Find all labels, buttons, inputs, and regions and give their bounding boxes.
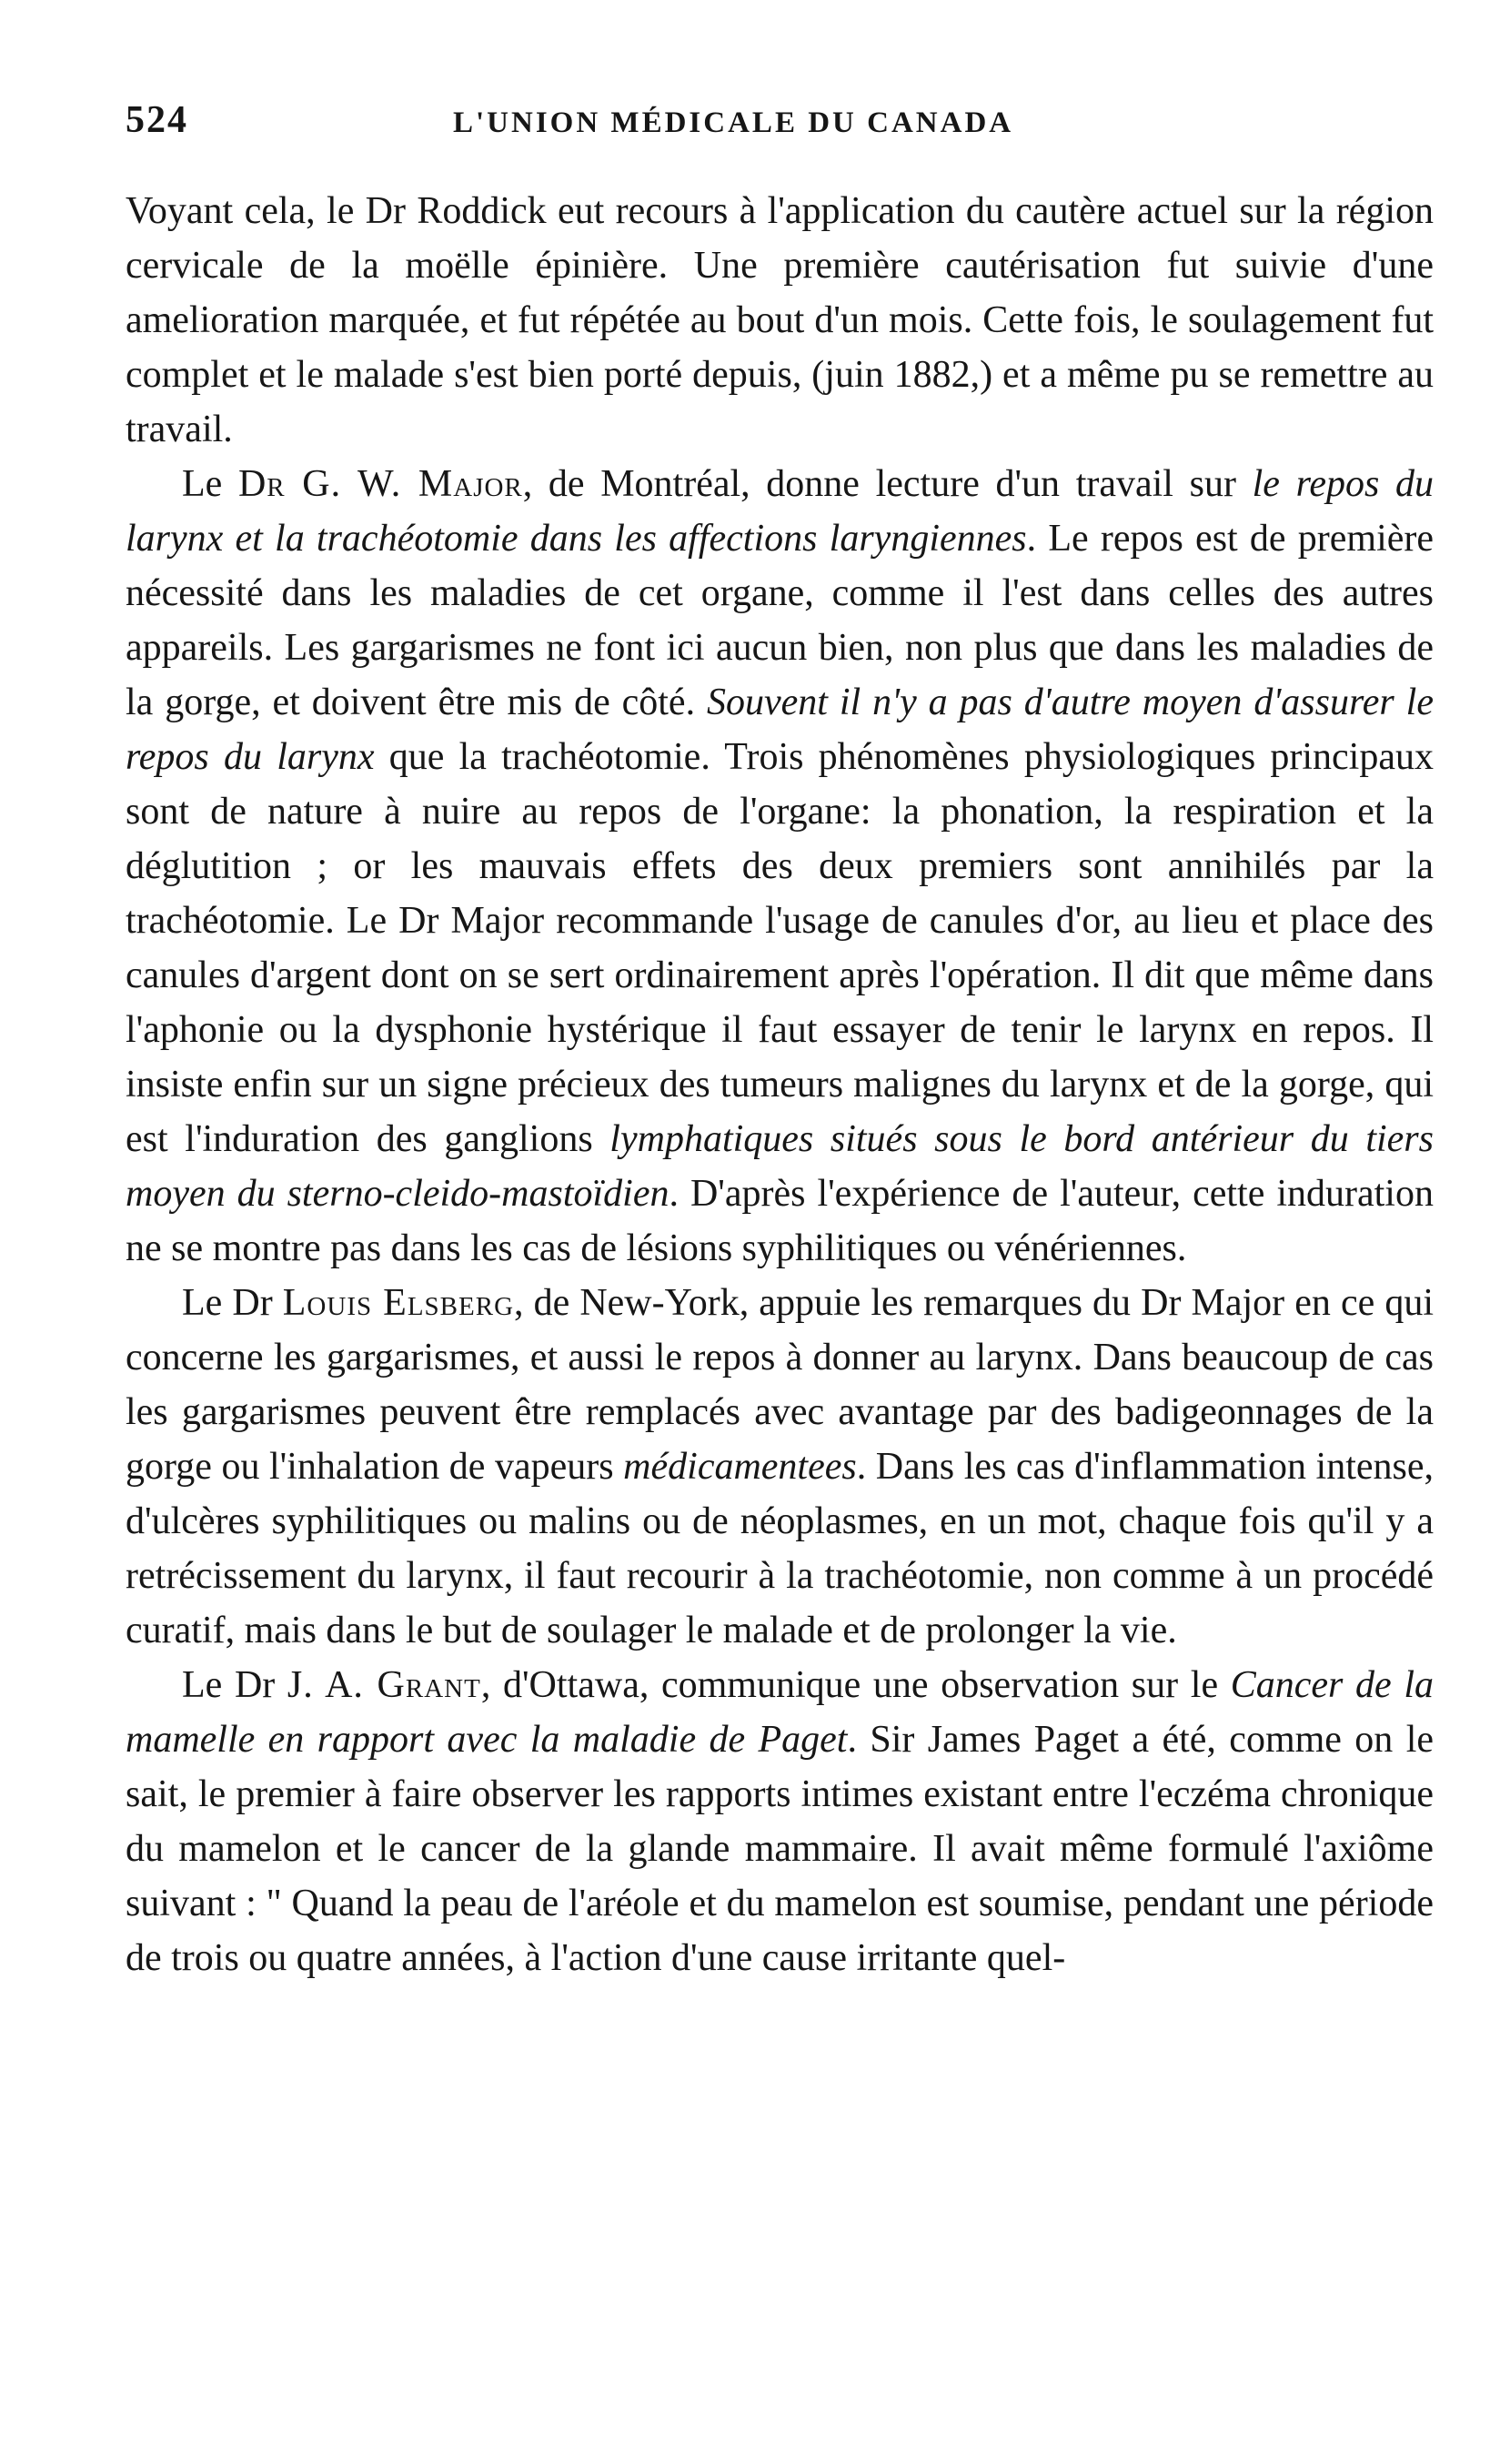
text-run: Le Dr (182, 1282, 283, 1324)
paragraph-roddick (126, 184, 1434, 457)
text-run: , d'Ottawa, communique une observation sur le (480, 1664, 1231, 1706)
article-body (126, 184, 1434, 1985)
text-run: . Le repos est de première nécessité dans les maladies de cet organe, comme il l'est dans celles des autres appareils. Les gargarismes ne font ici aucun bien, non plus que dans les maladies de la gorge, et doivent être mis de côté. (126, 518, 1435, 723)
text-run: Le Dr (182, 1664, 287, 1706)
text-run: Le (182, 463, 238, 505)
paragraph-text: Voyant cela, le Dr Roddick eut recours à l'application du cautère actuel sur la région cervicale de la moëlle épinière. Une première cautérisation fut suivie d'une amelioration marquée, et fut répétée au bout d'un mois. Cette fois, le soulagement fut complet et le malade s'est bien porté depuis, (juin 1882,) et a même pu se remettre au travail. (126, 190, 1434, 450)
page-number: 524 (126, 99, 188, 141)
text-run: . Sir James Paget a été, comme on le sait, le premier à faire observer les rapports intimes existant entre l'eczéma chronique du mamelon et le cancer de la glande mammaire. Il avait même formulé l'axiôme suivant : " Quand la peau de l'aréole et du mamelon est soumise, pendant une période de trois ou quatre années, à l'action d'une cause irritante quel- (126, 1719, 1435, 1979)
text-run: . Dans les cas d'inflammation intense, d'ulcères syphilitiques ou malins ou de néoplasmes, en un mot, chaque fois qu'il y a retrécissement du larynx, il faut recourir à la trachéotomie, non comme à un procédé curatif, mais dans le but de soulager le malade et de prolonger la vie. (126, 1446, 1434, 1651)
paragraph-elsberg (126, 1276, 1434, 1658)
work-title: le repos du larynx et la trachéotomie dans les affections laryngiennes (126, 463, 1434, 560)
text-run: que la trachéotomie. Trois phénomènes physiologiques principaux sont de nature à nuire au repos de l'organe: la phonation, la respiration et la déglutition ; or les mauvais effets des deux premiers sont annihilés par la trachéotomie. Le Dr Major recommande l'usage de canules d'or, au lieu et place des canules d'argent dont on se sert ordinairement après l'opération. Il dit que même dans l'aphonie ou la dysphonie hystérique il faut essayer de tenir le larynx en repos. Il insiste enfin sur un signe précieux des tumeurs malignes du larynx et de la gorge, qui est l'induration des ganglions (126, 736, 1434, 1160)
text-run: , de Montréal, donne lecture d'un travail sur (522, 463, 1253, 505)
paragraph-major (126, 457, 1434, 1276)
work-title: Cancer de la mamelle en rapport avec la maladie de Paget (126, 1664, 1434, 1761)
author-name: Louis Elsberg (282, 1282, 515, 1324)
page-header (126, 98, 1434, 162)
author-name: J. A. Grant (287, 1664, 481, 1706)
text-run: . D'après l'expérience de l'auteur, cette induration ne se montre pas dans les cas de lésions syphilitiques ou vénériennes. (126, 1173, 1434, 1269)
italic-phrase: Souvent il n'y a pas d'autre moyen d'assurer le repos du larynx (126, 682, 1434, 778)
italic-phrase: lymphatiques situés sous le bord antérieur du tiers moyen du sterno-cleido-mastoïdien (126, 1118, 1434, 1215)
running-title: L'UNION MÉDICALE DU CANADA (453, 106, 1014, 139)
paragraph-grant (126, 1658, 1434, 1985)
text-run: , de New-York, appuie les remarques du Dr Major en ce qui concerne les gargarismes, et aussi le repos à donner au larynx. Dans beaucoup de cas les gargarismes peuvent être remplacés avec avantage par des badigeonnages de la gorge ou l'inhalation de vapeurs (126, 1282, 1434, 1488)
italic-phrase: médicamentees (623, 1446, 857, 1488)
author-name: Dr G. W. Major (237, 463, 523, 505)
document-page (126, 98, 1434, 1985)
